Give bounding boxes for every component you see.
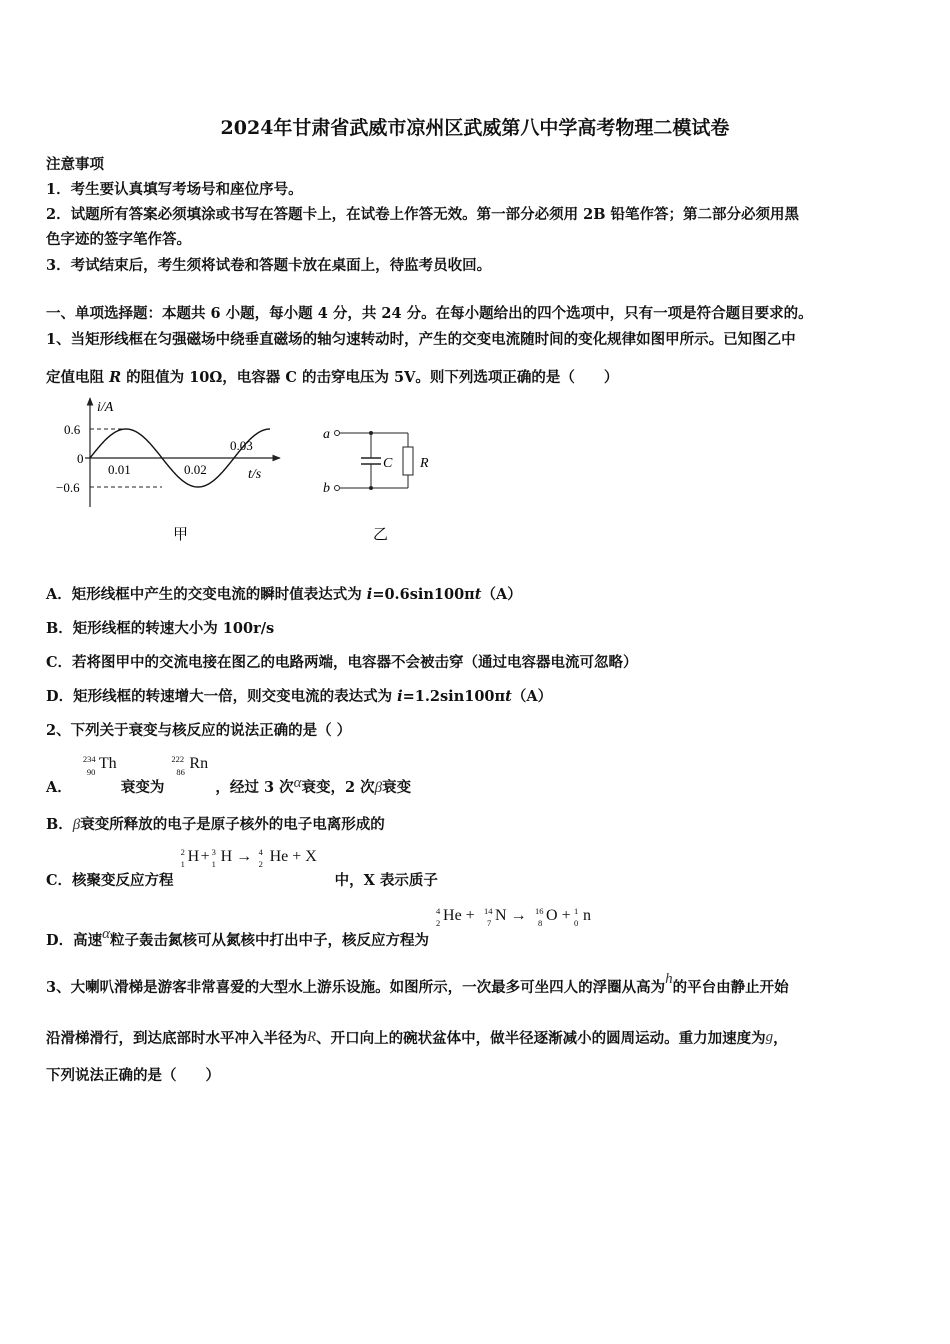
caption-jia: 甲 bbox=[173, 527, 189, 543]
reaction-equation: 4 2 He + 14 7 N → 16 8 O + 1 0 n bbox=[436, 906, 592, 928]
q1-option-b: B．矩形线框的转速大小为 100r/s bbox=[46, 620, 275, 637]
x-tick-2: 0.02 bbox=[184, 462, 207, 477]
q3-stem-line3: 下列说法正确的是（ ） bbox=[46, 1067, 220, 1084]
q2-option-c: C．核聚变反应方程 2 1 H + 3 1 H → 4 2 He + X 中，X 表示质子 bbox=[46, 847, 438, 889]
q2-option-d: D．高速α粒子轰击氮核可从氮核中打出中子，核反应方程为 4 2 He + 14 7 N → 16 8 O + 1 0 n bbox=[46, 906, 614, 936]
y-tick-zero: 0 bbox=[77, 451, 84, 466]
q2-option-b: B．β衰变所释放的电子是原子核外的电子电离形成的 bbox=[46, 816, 385, 833]
graph-jia bbox=[56, 398, 280, 543]
circuit-yi bbox=[323, 427, 429, 543]
nuclide-th: 234 90 Th bbox=[82, 754, 117, 777]
x-label: t/s bbox=[248, 467, 262, 482]
page-title: 2024年甘肃省武威市凉州区武威第八中学高考物理二模试卷 bbox=[220, 117, 730, 139]
q1-option-d: D．矩形线框的转速增大一倍，则交变电流的表达式为 i=1.2sin100πt（A） bbox=[46, 688, 553, 705]
q1-option-a: A．矩形线框中产生的交变电流的瞬时值表达式为 i=0.6sin100πt（A） bbox=[46, 586, 522, 603]
x-tick-3: 0.03 bbox=[230, 438, 253, 453]
terminal-b-label: b bbox=[323, 481, 330, 496]
q2-stem: 2、下列关于衰变与核反应的说法正确的是（ ） bbox=[46, 722, 352, 739]
notice-item-2-cont: 色字迹的签字笔作答。 bbox=[46, 231, 191, 248]
notice-heading: 注意事项 bbox=[46, 156, 104, 173]
q1-figures bbox=[40, 392, 460, 552]
y-tick-bottom: −0.6 bbox=[56, 480, 80, 495]
q3-stem-line1: 3、大喇叭滑梯是游客非常喜爱的大型水上游乐设施。如图所示，一次最多可坐四人的浮圈从高为h的平台由静止开始 bbox=[46, 971, 789, 996]
q2-option-a: A． 234 90 Th 衰变为 222 86 Rn ，经过 3 次α衰变，2 次β衰变 bbox=[46, 754, 412, 796]
x-tick-1: 0.01 bbox=[108, 462, 131, 477]
nuclide-rn: 222 86 Rn bbox=[171, 754, 209, 777]
terminal-a bbox=[335, 431, 340, 436]
capacitor-label: C bbox=[383, 456, 393, 471]
section-heading: 一、单项选择题：本题共 6 小题，每小题 4 分，共 24 分。在每小题给出的四个选项中，只有一项是符合题目要求的。 bbox=[46, 305, 813, 322]
y-label: i/A bbox=[97, 400, 114, 415]
notice-item-1: 1．考生要认真填写考场号和座位序号。 bbox=[46, 181, 303, 198]
notice-item-2: 2．试题所有答案必须填涂或书写在答题卡上，在试卷上作答无效。第一部分必须用 2B 铅笔作答；第二部分必须用黑 bbox=[46, 206, 800, 223]
q1-option-c: C．若将图甲中的交流电接在图乙的电路两端，电容器不会被击穿（通过电容器电流可忽略） bbox=[46, 654, 638, 671]
terminal-a-label: a bbox=[323, 427, 330, 442]
q1-stem-line2: 定值电阻 R 的阻值为 10Ω，电容器 C 的击穿电压为 5V。则下列选项正确的是（ ） bbox=[46, 369, 619, 386]
q3-stem-line2: 沿滑梯滑行，到达底部时水平冲入半径为R、开口向上的碗状盆体中，做半径逐渐减小的圆周运动。重力加速度为g， bbox=[46, 1029, 788, 1047]
caption-yi: 乙 bbox=[373, 527, 389, 543]
resistor bbox=[403, 447, 413, 475]
notice-item-3: 3．考试结束后，考生须将试卷和答题卡放在桌面上，待监考员收回。 bbox=[46, 257, 492, 274]
q1-stem-line1: 1、当矩形线框在匀强磁场中绕垂直磁场的轴匀速转动时，产生的交变电流随时间的变化规律如图甲所示。已知图乙中 bbox=[46, 331, 796, 348]
terminal-b bbox=[335, 486, 340, 491]
y-tick-top: 0.6 bbox=[64, 422, 81, 437]
fusion-equation: 2 1 H + 3 1 H → 4 2 He + X bbox=[180, 847, 317, 869]
resistor-label: R bbox=[420, 456, 429, 471]
